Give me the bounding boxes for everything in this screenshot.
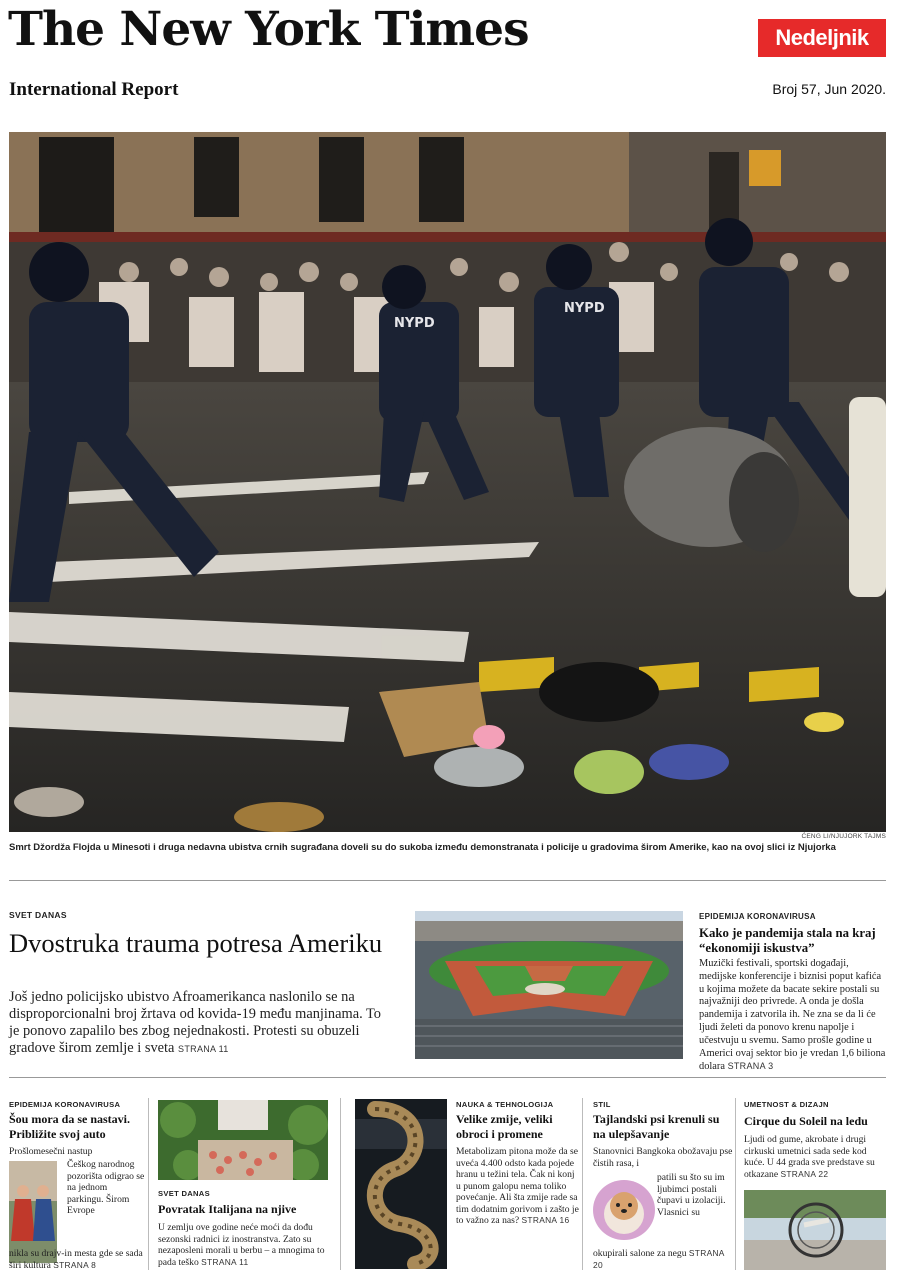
bottom-kicker-1: EPIDEMIJA KORONAVIRUSA <box>9 1100 121 1109</box>
bottom-page-ref-4[interactable]: STRANA 20 <box>593 1248 725 1270</box>
lead-summary <box>9 989 394 1058</box>
column-divider <box>735 1098 736 1270</box>
bottom-kicker-5: UMETNOST & DIZAJN <box>744 1100 829 1109</box>
officer-badge-label: NYPD <box>394 316 435 331</box>
column-divider <box>582 1098 583 1270</box>
side-body-text: Muzički festivali, sportski događaji, medijske konferencije i biznisi poput kafića u kojima možete da bacate sekire postali su najvažniji deo privrede. A onda je došla pandemija i zatvorila ih. Ne zna se da li će ljudi želeti da ponovo krenu napolje i učestvuju u svemu. Samo prošle godine u Americi ovaj sektor bio je vredan 1,6 biliona dolara <box>699 958 886 1073</box>
lead-headline[interactable]: Dvostruka trauma potresa Ameriku <box>9 928 383 958</box>
section-divider <box>9 1077 886 1078</box>
python-photo[interactable] <box>355 1099 447 1269</box>
stadium-photo[interactable] <box>415 911 683 1059</box>
section-title: International Report <box>9 79 179 100</box>
farm-harvest-illustration <box>158 1100 328 1180</box>
bottom-body-wrap-1: Češkog narodnog pozorišta odigrao se na jednom parkingu. Širom Evrope <box>67 1159 145 1216</box>
bottom-body-wrap-4: patili su što su im ljubimci postali čupavi u izolaciji. Vlasnici su <box>657 1172 726 1218</box>
bottom-body-5: Ljudi od gume, akrobate i drugi cirkuski umetnici sada sede kod kuće. U 44 grada sve predstave su otkazane <box>744 1134 875 1180</box>
lead-kicker: SVET DANAS <box>9 910 67 920</box>
protest-scene-illustration <box>9 132 886 832</box>
bottom-summary-2 <box>158 1222 333 1268</box>
edition-badge[interactable]: Nedeljnik <box>758 19 886 57</box>
bottom-page-ref-3[interactable]: STRANA 16 <box>521 1215 570 1225</box>
column-divider <box>148 1098 149 1270</box>
bottom-summary-3 <box>456 1146 580 1227</box>
masthead-logo[interactable]: The New York Times <box>8 2 529 57</box>
bottom-body-bottom-1: nikla su drajv-in mesta gde se sada širi kultura <box>9 1248 143 1271</box>
photo-credit: ĆENG LI/NJUJORK TAJMS <box>801 833 886 840</box>
lead-page-ref[interactable]: STRANA 11 <box>178 1044 229 1054</box>
bottom-kicker-2: SVET DANAS <box>158 1189 210 1198</box>
bottom-headline-4[interactable]: Tajlandski psi krenuli su na ulepšavanje <box>593 1112 720 1141</box>
bottom-headline-2[interactable]: Povratak Italijana na njive <box>158 1202 297 1216</box>
side-summary <box>699 958 887 1074</box>
bottom-page-ref-5[interactable]: STRANA 22 <box>780 1168 829 1179</box>
issue-number: Broj 57, Jun 2020. <box>772 81 886 97</box>
bottom-body-3: Metabolizam pitona može da se uveća 4.400 odsto kada pojede hranu u težini tela. Čak ni konj u punom galopu nema toliko povećanje. Ali šta zmije rade sa tim dodatnim gorivom i zašto je to važno za nas? <box>456 1146 579 1226</box>
cirque-photo[interactable] <box>744 1190 886 1270</box>
bottom-headline-1[interactable]: Šou mora da se nastavi. Približite svoj auto <box>9 1112 131 1141</box>
side-headline[interactable]: Kako je pandemija stala na kraj “ekonomiji iskustva” <box>699 926 876 955</box>
dog-photo[interactable] <box>593 1180 655 1240</box>
section-divider <box>9 880 886 881</box>
lead-body-text: Još jedno policijsko ubistvo Afroamerikanca naslonilo se na disproporcionalni broj žrtava od kovida-19 među manjinama. To je ponovo zapalilo bes zbog nejednakosti. Protesti su obuzeli gradove širom zemlje i sveta <box>9 989 381 1056</box>
bottom-summary-5 <box>744 1134 886 1180</box>
harvest-photo[interactable] <box>158 1100 328 1180</box>
cirque-wheel-illustration <box>744 1190 886 1270</box>
bottom-summary-1 <box>9 1248 145 1271</box>
bottom-body-2: U zemlju ove godine neće moći da dođu sezonski radnici iz inostranstva. Zato su nezaposleni morali u berbu – a mnogima to pada teško <box>158 1222 325 1268</box>
side-page-ref[interactable]: STRANA 3 <box>727 1061 774 1072</box>
bottom-page-ref-1[interactable]: STRANA 8 <box>53 1259 97 1270</box>
groomed-dog-illustration <box>593 1180 655 1240</box>
bottom-page-ref-2[interactable]: STRANA 11 <box>201 1256 249 1267</box>
column-divider <box>340 1098 341 1270</box>
bottom-headline-3[interactable]: Velike zmije, veliki obroci i promene <box>456 1112 553 1141</box>
bottom-headline-5[interactable]: Cirque du Soleil na ledu <box>744 1114 868 1128</box>
side-kicker: EPIDEMIJA KORONAVIRUSA <box>699 912 816 921</box>
bottom-kicker-3: NAUKA & TEHNOLOGIJA <box>456 1100 554 1109</box>
hero-photo[interactable] <box>9 132 886 832</box>
bottom-summary-4 <box>593 1248 733 1271</box>
python-snake-illustration <box>355 1099 447 1269</box>
bottom-body-top-4: Stanovnici Bangkoka obožavaju pse čistih rasa, i <box>593 1146 733 1169</box>
bottom-body-bottom-4: okupirali salone za negu <box>593 1248 687 1259</box>
officer-badge-label: NYPD <box>564 301 605 316</box>
photo-caption: Smrt Džordža Flojda u Minesoti i druga nedavna ubistva crnih sugrađana doveli su do sukoba između demonstranata i policije u gradovima širom Amerike, kao na ovoj slici iz Njujorka <box>9 842 836 853</box>
bottom-kicker-4: STIL <box>593 1100 611 1109</box>
empty-stadium-illustration <box>415 911 683 1059</box>
bottom-body-top-1: Prošlomesečni nastup <box>9 1146 93 1157</box>
